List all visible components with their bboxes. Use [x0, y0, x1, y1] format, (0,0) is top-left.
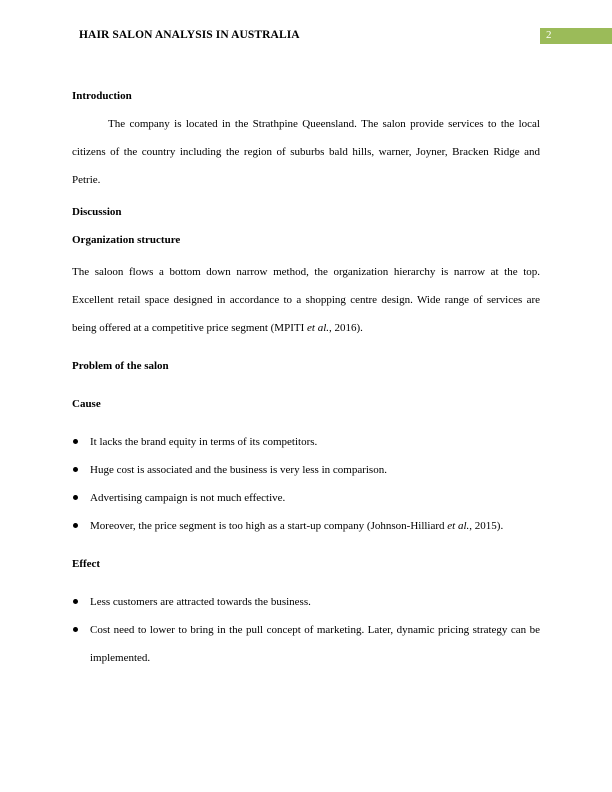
- organization-structure-heading: Organization structure: [72, 234, 181, 246]
- effect-heading: Effect: [72, 558, 101, 570]
- bullet-icon: [73, 599, 78, 604]
- document-body: [72, 82, 540, 672]
- list-item: [72, 456, 540, 484]
- effect-item-text: Cost need to lower to bring in the pull concept of marketing. Later, dynamic pricing strategy can be implemented.: [90, 624, 540, 664]
- effect-list: [72, 588, 540, 672]
- organization-paragraph: [72, 258, 540, 342]
- bullet-icon: [73, 627, 78, 632]
- list-item: [72, 588, 540, 616]
- list-item: [72, 512, 540, 540]
- cause-item-text: Advertising campaign is not much effective.: [90, 492, 286, 504]
- bullet-icon: [73, 439, 78, 444]
- problem-heading: Problem of the salon: [72, 360, 169, 372]
- effect-item-text: Less customers are attracted towards the business.: [90, 596, 311, 608]
- bullet-icon: [73, 523, 78, 528]
- list-item: [72, 428, 540, 456]
- cause-item-text: Huge cost is associated and the business is very less in comparison.: [90, 464, 387, 476]
- running-head: HAIR SALON ANALYSIS IN AUSTRALIA: [79, 29, 300, 41]
- cause-citation-etal: et al.: [447, 520, 470, 532]
- cause-item-text: Moreover, the price segment is too high as a start-up company (Johnson-Hilliard: [90, 520, 448, 532]
- cause-item-text: It lacks the brand equity in terms of its competitors.: [90, 436, 318, 448]
- organization-citation-etal: et al.: [307, 322, 329, 334]
- introduction-paragraph: The company is located in the Strathpine Queensland. The salon provide services to the local citizens of the country including the region of suburbs bald hills, warner, Joyner, Bracken Ridge and Petrie.: [72, 118, 540, 186]
- organization-paragraph-text: The saloon flows a bottom down narrow method, the organization hierarchy is narrow at the top. Excellent retail space designed in accordance to a shopping centre design. Wide range of services are being offered at a competitive price segment (MPITI: [72, 266, 540, 334]
- bullet-icon: [73, 495, 78, 500]
- cause-list: [72, 428, 540, 540]
- list-item: [72, 484, 540, 512]
- introduction-heading: Introduction: [72, 90, 132, 102]
- discussion-heading: Discussion: [72, 206, 122, 218]
- page-number: 2: [546, 29, 552, 41]
- page-number-box: [540, 28, 612, 44]
- cause-citation-year: , 2015).: [469, 520, 504, 532]
- cause-heading: Cause: [72, 398, 101, 410]
- organization-citation-year: , 2016).: [329, 322, 363, 334]
- bullet-icon: [73, 467, 78, 472]
- list-item: [72, 616, 540, 672]
